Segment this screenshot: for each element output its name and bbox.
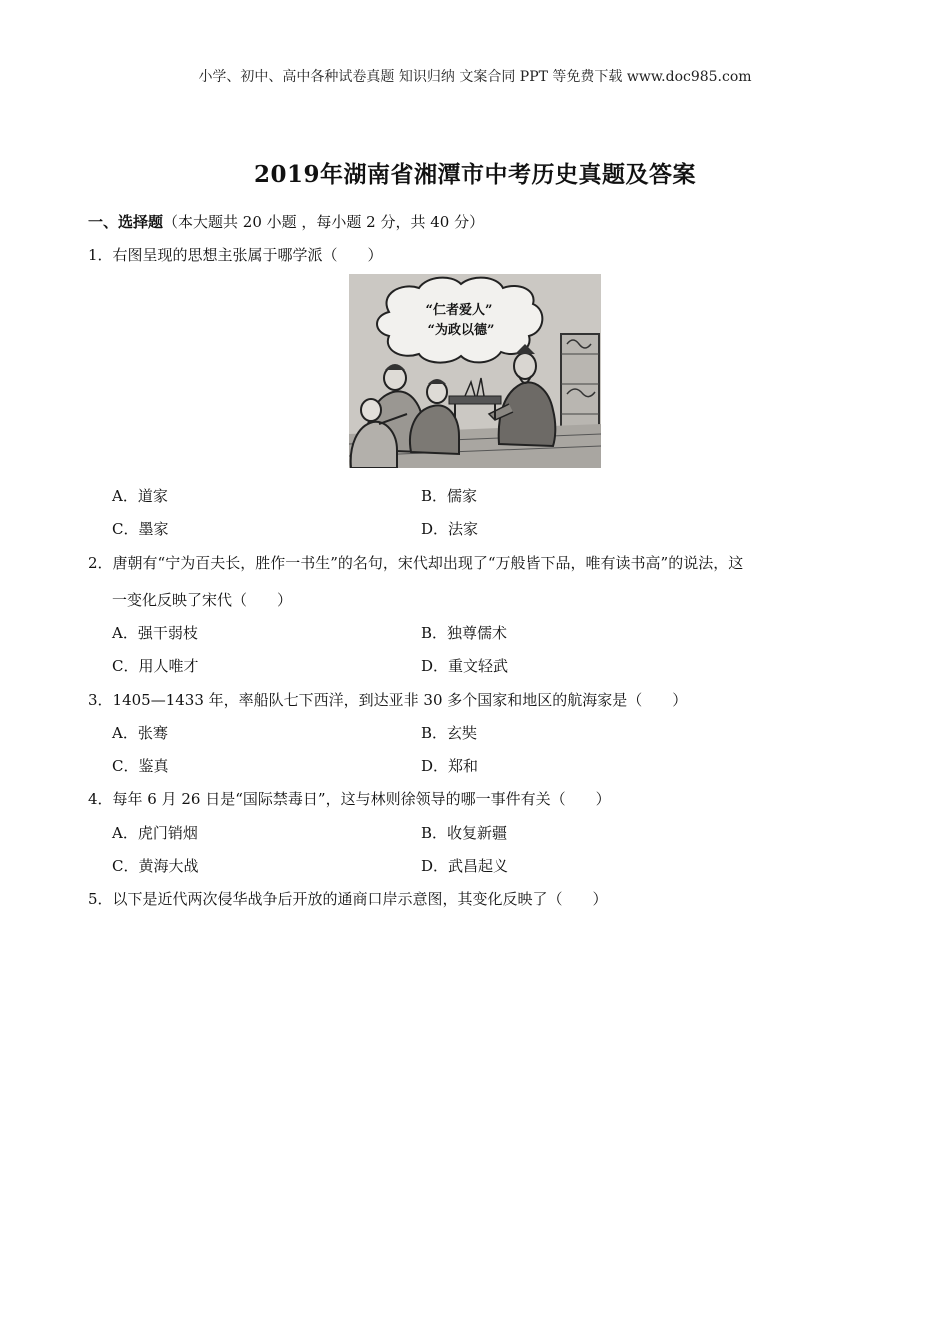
confucius-teaching-figure: [349, 274, 601, 468]
q1-option-c: C．墨家: [112, 520, 169, 538]
q4-option-b: B．收复新疆: [421, 824, 508, 842]
section-label: 一、选择题: [88, 213, 164, 231]
section-note: （本大题共 20 小题 ，每小题 2 分，共 40 分）: [163, 213, 485, 231]
bubble-line-2: “为政以德”: [427, 323, 495, 338]
document-title: 2019年湖南省湘潭市中考历史真题及答案: [253, 161, 696, 188]
confucius-teaching-cartoon-icon: [349, 274, 601, 468]
q2-option-b: B．独尊儒术: [421, 624, 508, 642]
question-1-stem: 1．右图呈现的思想主张属于哪学派（ ）: [88, 246, 383, 264]
q3-option-b: B．玄奘: [421, 724, 478, 742]
q2-option-a: A．强干弱枝: [112, 624, 198, 642]
q4-option-c: C．黄海大战: [112, 857, 199, 875]
question-4-stem: 4．每年 6 月 26 日是“国际禁毒日”，这与林则徐领导的哪一事件有关（ ）: [88, 790, 611, 808]
page-header-banner: 小学、初中、高中各种试卷真题 知识归纳 文案合同 PPT 等免费下载 www.doc985.com: [198, 69, 752, 85]
q3-option-c: C．鉴真: [112, 757, 169, 775]
question-2-stem: 2．唐朝有“宁为百夫长，胜作一书生”的名句，宋代却出现了“万般皆下品，唯有读书高”的说法，这: [88, 554, 744, 572]
q2-option-c: C．用人唯才: [112, 657, 199, 675]
section-heading: [88, 211, 484, 232]
q3-option-a: A．张骞: [112, 724, 168, 742]
q1-option-a: A．道家: [112, 487, 168, 505]
q3-option-d: D．郑和: [421, 757, 479, 775]
bubble-line-1: “仁者爱人”: [425, 303, 493, 318]
q1-option-b: B．儒家: [421, 487, 478, 505]
q4-option-d: D．武昌起义: [421, 857, 509, 875]
q2-option-d: D．重文轻武: [421, 657, 509, 675]
q1-option-d: D．法家: [421, 520, 479, 538]
q4-option-a: A．虎门销烟: [112, 824, 198, 842]
question-5-stem: 5．以下是近代两次侵华战争后开放的通商口岸示意图，其变化反映了（ ）: [88, 890, 608, 908]
question-2-stem-continued: 一变化反映了宋代（ ）: [112, 591, 293, 609]
question-3-stem: 3．1405—1433 年，率船队七下西洋，到达亚非 30 多个国家和地区的航海家是（ ）: [88, 691, 688, 709]
